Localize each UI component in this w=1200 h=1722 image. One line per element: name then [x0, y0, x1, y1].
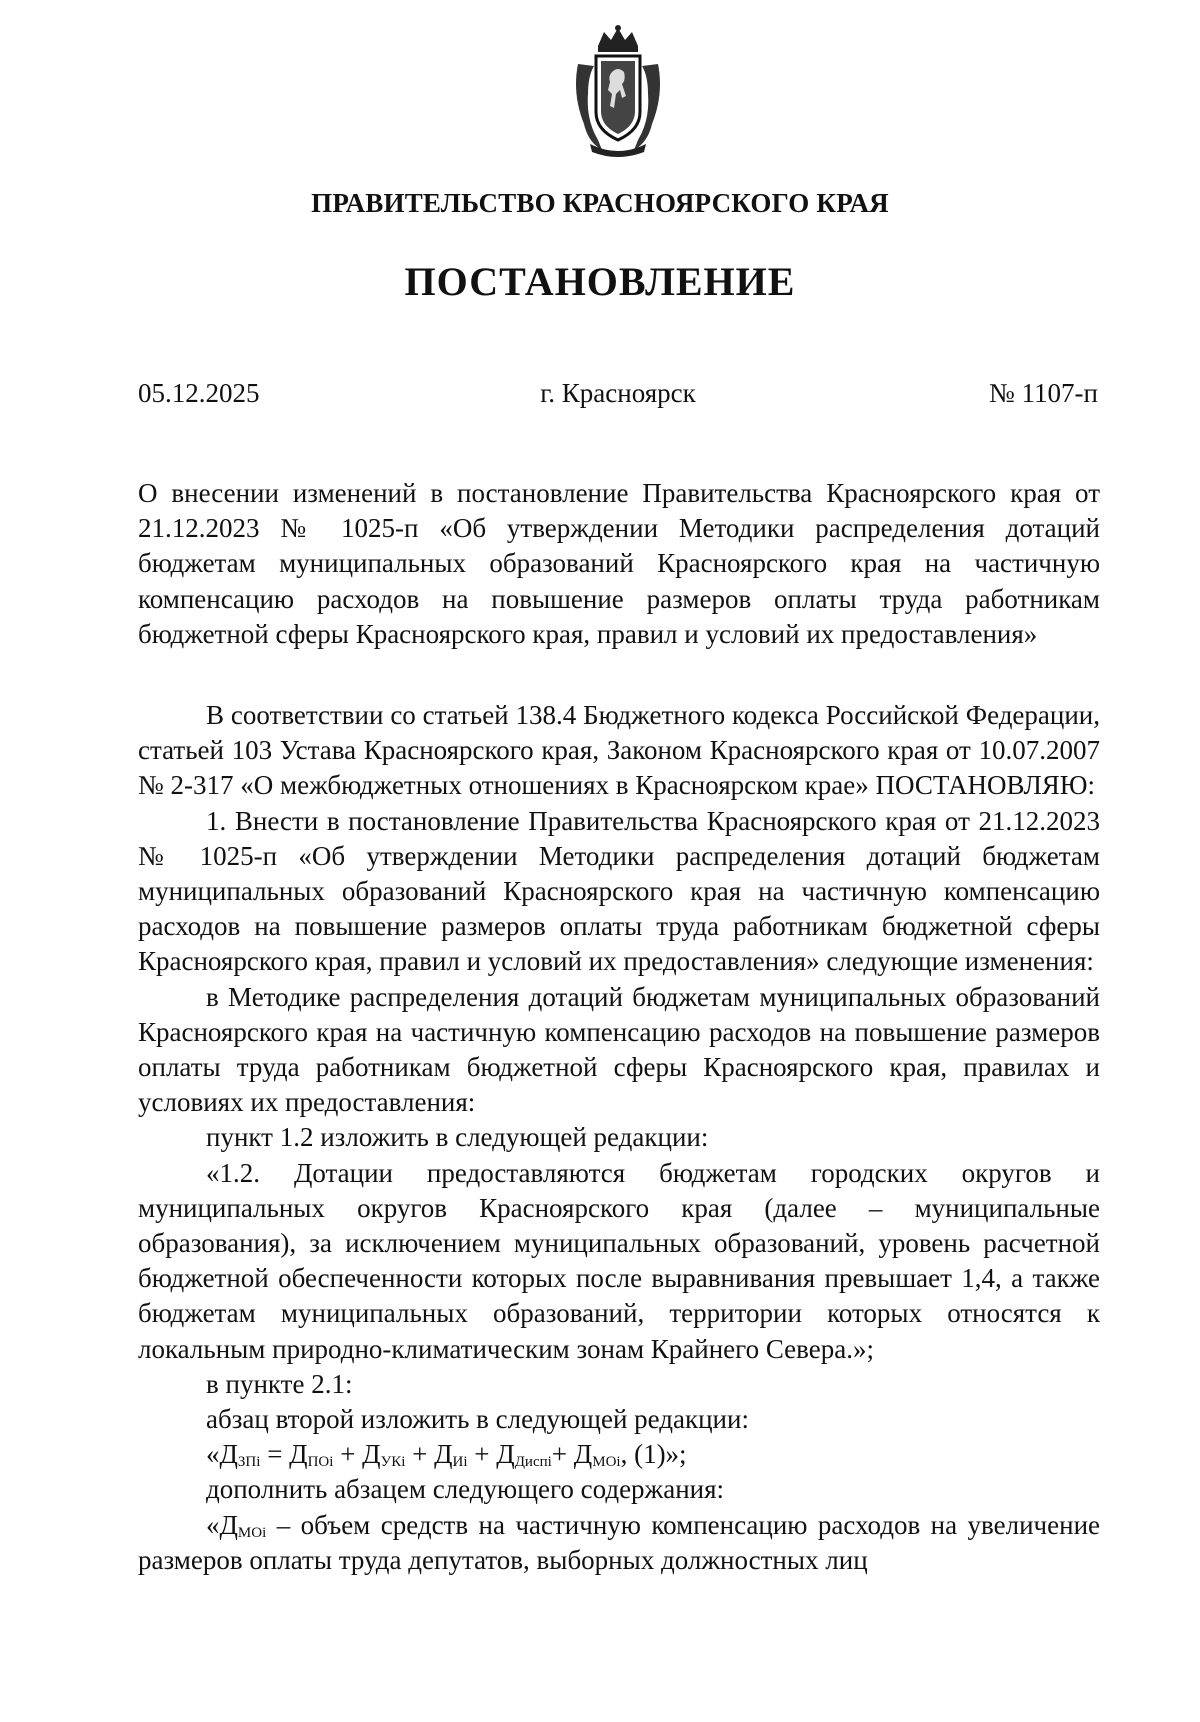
formula-part: + Д	[467, 1439, 515, 1470]
formula-part: + Д	[333, 1439, 381, 1470]
definition-text: – объем средств на частичную компенсацию расходов на увеличение размеров оплаты труда депутатов, выборных должностных лиц	[138, 1509, 1100, 1575]
document-type-heading: ПОСТАНОВЛЕНИЕ	[404, 259, 796, 304]
government-title: ПРАВИТЕЛЬСТВО КРАСНОЯРСКОГО КРАЯ	[311, 188, 889, 218]
formula-part: + Д	[551, 1439, 593, 1470]
definition-paragraph	[138, 1508, 1100, 1578]
formula-subscript: Диспi	[514, 1454, 552, 1471]
methodology-paragraph: в Методике распределения дотаций бюджетам муниципальных образований Красноярского края на частичную компенсацию расходов на повышение размеров оплаты труда работникам бюджетной сферы Красноярского края, правилах и условиях их предоставления:	[138, 981, 1100, 1118]
formula-subscript: ПОi	[307, 1454, 334, 1471]
document-city: г. Красноярск	[540, 378, 696, 408]
formula-part: , (1)»;	[620, 1439, 687, 1470]
formula-line	[138, 1437, 1100, 1472]
document-meta-row	[138, 378, 1098, 414]
formula-part: «Д	[206, 1439, 238, 1470]
formula-subscript: Иi	[452, 1454, 468, 1471]
preamble-paragraph: В соответствии со статьей 138.4 Бюджетного кодекса Российской Федерации, статьей 103 Устава Красноярского края, Законом Красноярского края от 10.07.2007 № 2-317 «О межбюджетных отношениях в Красноярском крае» ПОСТАНОВЛЯЮ:	[138, 700, 1100, 801]
point-1-2-text: «1.2. Дотации предоставляются бюджетам городских округов и муниципальных округов Красноярского края (далее – муниципальные образования), за исключением муниципальных образований, уровень расчетной бюджетной обеспеченности которых после выравнивания превышает 1,4, а также бюджетам муниципальных образований, территории которых относятся к локальным природно-климатическим зонам Крайнего Севера.»;	[138, 1157, 1100, 1364]
definition-subscript: МОi	[237, 1524, 267, 1541]
paragraph-two-intro: абзац второй изложить в следующей редакции:	[206, 1404, 749, 1435]
formula-subscript: МОi	[592, 1454, 621, 1471]
point-1-2-intro: пункт 1.2 изложить в следующей редакции:	[206, 1122, 709, 1153]
document-number: № 1107-п	[989, 378, 1098, 408]
formula-part: = Д	[260, 1439, 308, 1470]
document-title: О внесении изменений в постановление Правительства Красноярского края от 21.12.2023 № 1025-п «Об утверждении Методики распределения дотаций бюджетам муниципальных образований Красноярского края на частичную компенсацию расходов на повышение размеров оплаты труда работникам бюджетной сферы Красноярского края, правил и условий их предоставления»	[138, 478, 1100, 649]
formula-part: + Д	[405, 1439, 453, 1470]
definition-symbol: «Д	[206, 1509, 238, 1540]
krasnoyarsk-coat-of-arms-icon	[568, 24, 668, 160]
supplement-intro: дополнить абзацем следующего содержания:	[206, 1474, 725, 1505]
document-date: 05.12.2025	[138, 378, 260, 408]
document-title-block	[138, 476, 1100, 652]
formula-subscript: ЗПi	[237, 1454, 261, 1471]
document-body	[138, 698, 1100, 1578]
formula-subscript: УКi	[380, 1454, 406, 1471]
point-2-1-intro: в пункте 2.1:	[206, 1368, 353, 1399]
item-1-paragraph: 1. Внести в постановление Правительства Красноярского края от 21.12.2023 № 1025-п «Об утверждении Методики распределения дотаций бюджетам муниципальных образований Красноярского края на частичную компенсацию расходов на повышение размеров оплаты труда работникам бюджетной сферы Красноярского края, правил и условий их предоставления» следующие изменения:	[138, 805, 1100, 977]
